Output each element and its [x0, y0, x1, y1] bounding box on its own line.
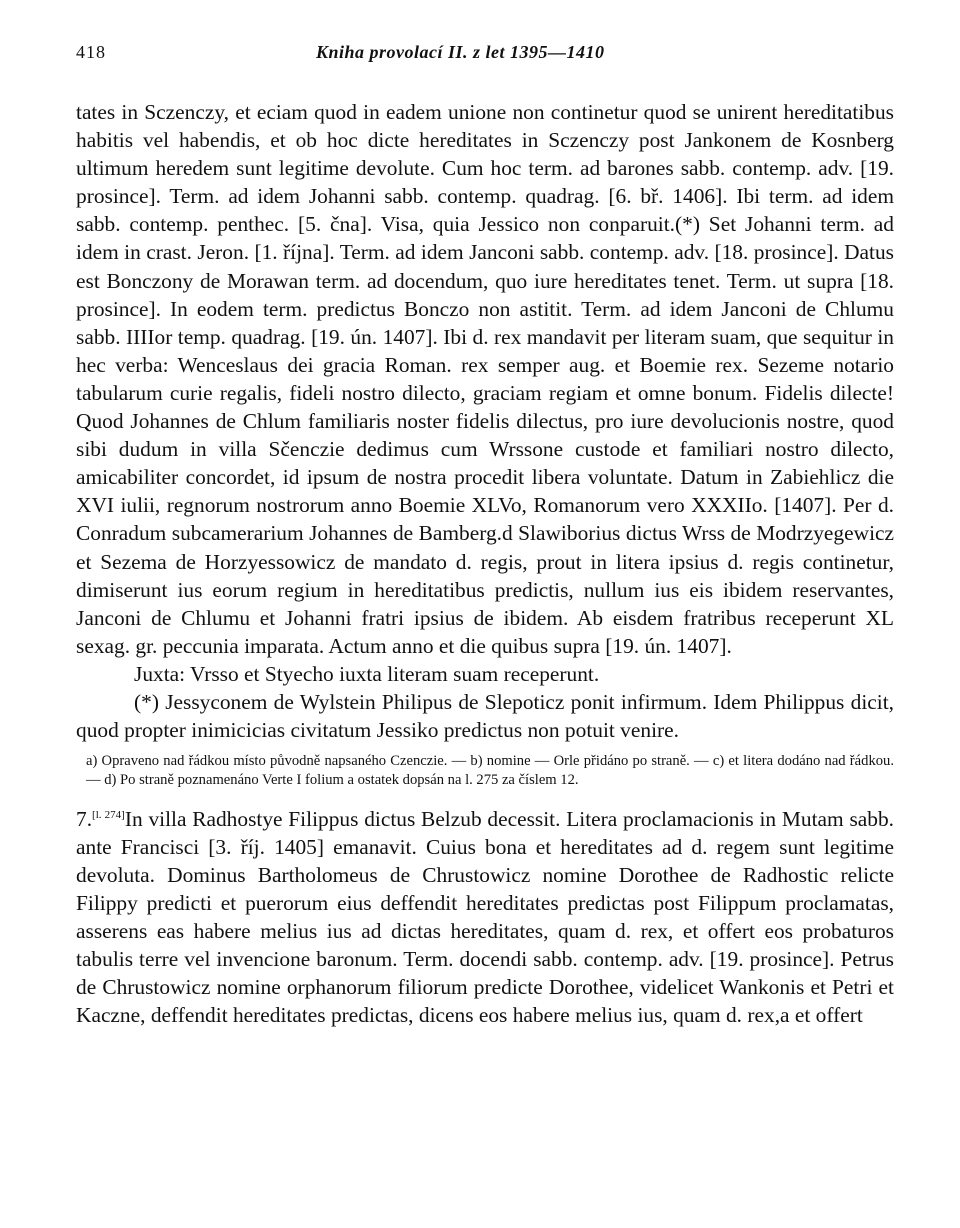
- entry-paragraph: In villa Radhostye Filippus dictus Belzub decessit. Litera proclamacionis in Mutam sabb. ante Francisci [3. říj. 1405] emanavit. Cuius bona et hereditates ad d. regem sunt legitime devoluta. Dominus Bartholomeus de Chrustowicz nomine Dorothee de Radhostic relicte Filippy predicti et puerorum eius deffendit hereditates predictas post Filippum proclamatas, asserens eas habere melius ius ad dictas hereditates, quam d. rex, et offert eos probaturos tabulis terre vel invencione baronum. Term. docendi sabb. contemp. adv. [19. prosince]. Petrus de Chrustowicz nomine orphanorum filiorum predicte Dorothee, videlicet Wankonis et Petri et Kaczne, deffendit hereditates predictas, dicens eos habere melius ius, quam d. rex,a et offert: [76, 806, 894, 1028]
- entry-7: [76, 805, 894, 1030]
- page-body: [76, 98, 894, 1030]
- main-paragraph: tates in Sczenczy, et eciam quod in eadem unione non continetur quod se unirent hereditatibus habitis vel habendis, et ob hoc dicte hereditates in Sczenczy post Jankonem de Kosnberg ultimum heredem sunt legitime devolute. Cum hoc term. ad barones sabb. contemp. adv. [19. prosince]. Term. ad idem Johanni sabb. contemp. quadrag. [6. bř. 1406]. Ibi term. ad idem sabb. contemp. penthec. [5. čna]. Visa, quia Jessico non conparuit.(*) Set Johanni term. ad idem in crast. Jeron. [1. října]. Term. ad idem Janconi sabb. contemp. adv. [18. prosince]. Datus est Bonczony de Morawan term. ad docendum, quo iure hereditates tenet. Term. ut supra [18. prosince]. In eodem term. predictus Bonczo non astitit. Term. ad idem Janconi de Chlumu sabb. IIIIor temp. quadrag. [19. ún. 1407]. Ibi d. rex mandavit per literam suam, que sequitur in hec verba: Wenceslaus dei gracia Roman. rex semper aug. et Boemie rex. Sezeme notario tabularum curie regalis, fideli nostro dilecto, graciam regiam et omne bonum. Fidelis dilecte! Quod Johannes de Chlum familiaris noster fidelis dilectus, pro iure devolucionis nostre, quod sibi dudum in villa Sčenczie dedimus cum Wrssone custode et familiari nostro dilecto, amicabiliter concordet, id ipsum de nostra procedit libera voluntate. Datum in Zabiehlicz die XVI iulii, regnorum nostrorum anno Boemie XLVo, Romanorum vero XXXIIo. [1407]. Per d. Conradum subcamerarium Johannes de Bamberg.d Slawiborius dictus Wrss de Modrzyegewicz et Sezema de Horzyessowicz de mandato d. regis, prout in litera ipsius d. regis continetur, dimiserunt ius eorum regium in hereditatibus predictis, nullum ius eis ibidem reservantes, Janconi de Chlumu et Johanni fratri ipsius de ibidem. Ab eisdem fratribus receperunt XL sexag. gr. peccunia imparata. Actum anno et die quibus supra [19. ún. 1407].: [76, 100, 894, 658]
- footnotes: a) Opraveno nad řádkou místo původně napsaného Czenczie. — b) nomine — Orle přidáno po straně. — c) et litera dodáno nad řádkou. — d) Po straně poznamenáno Verte I folium a ostatek dopsán na l. 275 za číslem 12.: [86, 753, 894, 789]
- entry-number: 7.: [76, 806, 93, 831]
- juxta-paragraph: Juxta: Vrsso et Styecho iuxta literam suam receperunt.: [134, 661, 600, 686]
- page-header: [76, 30, 894, 70]
- page-number: 418: [76, 42, 106, 62]
- note-paragraph: (*) Jessyconem de Wylstein Philipus de Slepoticz ponit infirmum. Idem Philippus dicit, quod propter inimicicias civitatum Jessiko predictus non potuit venire.: [76, 689, 894, 743]
- document-page: [76, 30, 894, 1030]
- running-title: Kniha provolací II. z let 1395—1410: [316, 42, 605, 62]
- folio-reference: [l. 274]: [92, 808, 125, 821]
